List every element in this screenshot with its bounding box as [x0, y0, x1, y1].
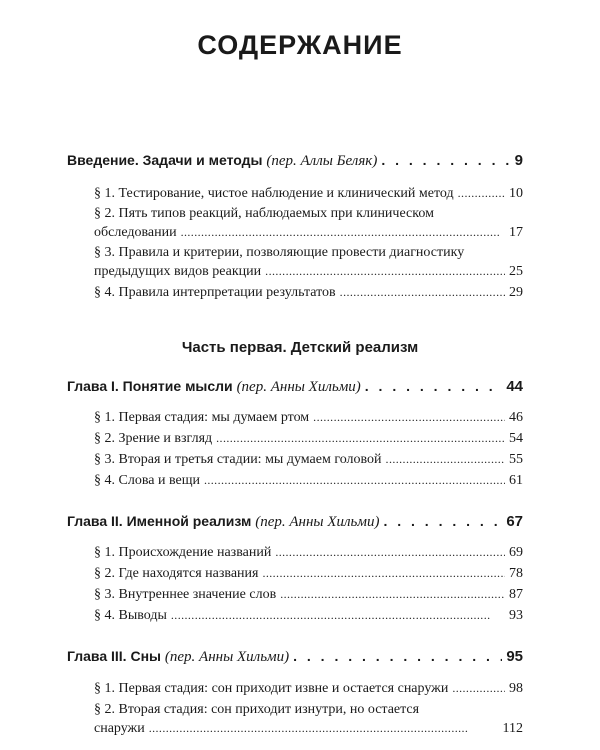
toc-section[interactable] [94, 186, 523, 202]
section-page: 29 [509, 285, 523, 300]
section-first-line[interactable]: § 2. Пять типов реакций, наблюдаемых при клиническом [94, 206, 434, 221]
section-page: 112 [502, 721, 523, 736]
section-title: § 3. Внутреннее значение слов [94, 587, 277, 602]
toc-section[interactable] [94, 410, 523, 426]
entry-label: Глава I. Понятие мысли [67, 378, 233, 394]
section-title: § 1. Первая стадия: сон приходит извне и остается снаружи [94, 681, 449, 696]
section-title: обследовании [94, 225, 177, 240]
dot-leader [171, 608, 505, 624]
dot-leader [262, 566, 505, 582]
dot-leader [149, 721, 499, 737]
dot-leader [383, 513, 502, 529]
entry-translator: (пер. Аллы Беляк) [266, 153, 378, 169]
part-title: Часть первая. Детский реализм [181, 339, 419, 356]
dot-leader [365, 378, 503, 394]
section-page: 93 [509, 608, 523, 623]
section-page: 98 [509, 681, 523, 696]
entry-label: Введение. Задачи и методы [67, 152, 263, 168]
toc-entry-chapter-3[interactable] [67, 648, 523, 666]
entry-translator: (пер. Анны Хильми) [255, 514, 380, 530]
toc-section[interactable] [94, 681, 523, 697]
dot-leader [204, 473, 505, 489]
toc-section[interactable] [94, 587, 523, 603]
section-page: 25 [509, 264, 523, 279]
toc-section[interactable] [94, 545, 523, 561]
section-page: 78 [509, 566, 523, 581]
section-title: § 4. Правила интерпретации результатов [94, 285, 336, 300]
section-title: § 1. Тестирование, чистое наблюдение и клинический метод [94, 186, 454, 201]
section-page: 55 [509, 452, 523, 467]
dot-leader [458, 186, 505, 202]
toc-section[interactable] [94, 473, 523, 489]
entry-page: 44 [506, 378, 523, 395]
section-title: предыдущих видов реакции [94, 264, 262, 279]
section-page: 54 [509, 431, 523, 446]
section-page: 17 [509, 225, 523, 240]
dot-leader [452, 681, 505, 697]
section-page: 46 [509, 410, 523, 425]
dot-leader [181, 225, 505, 241]
toc-section[interactable] [94, 285, 523, 301]
toc-section[interactable] [94, 264, 523, 280]
entry-translator: (пер. Анны Хильми) [236, 379, 361, 395]
section-page: 87 [509, 587, 523, 602]
dot-leader [313, 410, 505, 426]
section-title: § 3. Вторая и третья стадии: мы думаем головой [94, 452, 382, 467]
page-title: СОДЕРЖАНИЕ [197, 30, 403, 60]
dot-leader [381, 152, 510, 168]
section-page: 69 [509, 545, 523, 560]
toc-section[interactable] [94, 566, 523, 582]
section-title: снаружи [94, 721, 145, 736]
section-title: § 2. Зрение и взгляд [94, 431, 213, 446]
entry-page: 9 [514, 152, 523, 169]
entry-page: 67 [506, 513, 523, 530]
section-title: § 2. Где находятся названия [94, 566, 259, 581]
toc-entry-intro[interactable] [67, 152, 523, 170]
toc-section[interactable] [94, 431, 523, 447]
dot-leader [275, 545, 505, 561]
dot-leader [340, 285, 505, 301]
section-page: 10 [509, 186, 523, 201]
dot-leader [216, 431, 505, 447]
entry-label: Глава II. Именной реализм [67, 513, 252, 529]
section-first-line[interactable]: § 3. Правила и критерии, позволяющие провести диагностику [94, 245, 465, 260]
section-title: § 1. Происхождение названий [94, 545, 272, 560]
section-title: § 4. Выводы [94, 608, 167, 623]
toc-entry-chapter-1[interactable] [67, 378, 523, 396]
dot-leader [265, 264, 505, 280]
section-title: § 4. Слова и вещи [94, 473, 200, 488]
section-title: § 1. Первая стадия: мы думаем ртом [94, 410, 310, 425]
toc-section[interactable] [94, 721, 523, 737]
dot-leader [293, 648, 502, 664]
toc-entry-chapter-2[interactable] [67, 513, 523, 531]
section-first-line[interactable]: § 2. Вторая стадия: сон приходит изнутри, но остается [94, 702, 420, 717]
section-page: 61 [509, 473, 523, 488]
dot-leader [386, 452, 505, 468]
entry-translator: (пер. Анны Хильми) [164, 649, 290, 665]
dot-leader [280, 587, 505, 603]
toc-section[interactable] [94, 452, 523, 468]
entry-label: Глава III. Сны [67, 648, 161, 664]
toc-section[interactable] [94, 225, 523, 241]
toc-section[interactable] [94, 608, 523, 624]
entry-page: 95 [506, 648, 523, 665]
